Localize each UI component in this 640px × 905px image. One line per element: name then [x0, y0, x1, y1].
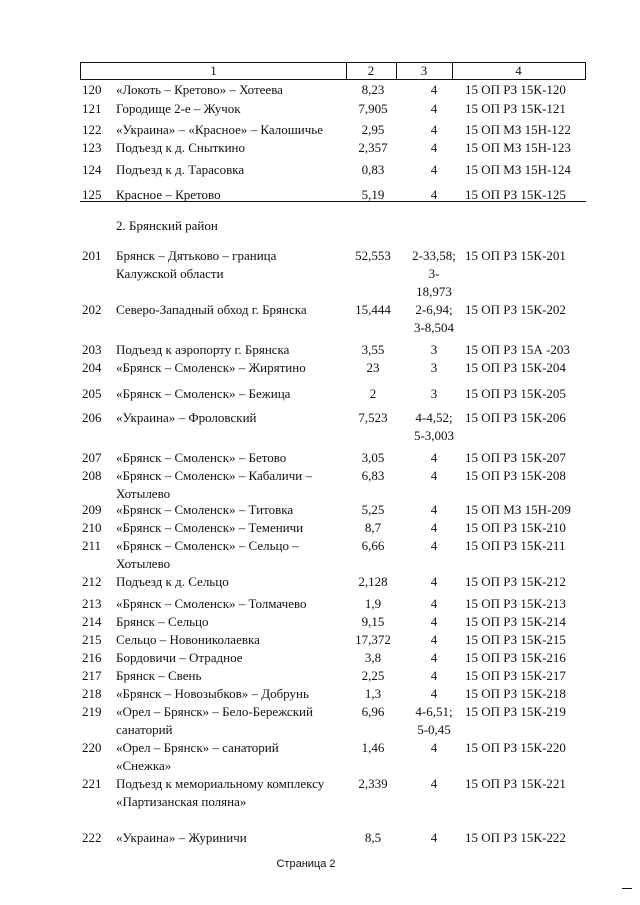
road-category-line: 4 [430, 614, 438, 629]
road-name [116, 685, 351, 703]
road-name-line: Подъезд к мемориальному комплексу [116, 776, 325, 791]
road-category [403, 739, 465, 757]
road-category-line: 4 [430, 668, 438, 683]
road-name [116, 595, 351, 613]
header-col-3: 3 [420, 63, 428, 78]
road-name-line: «Брянск – Смоленск» – Титовка [116, 502, 294, 517]
road-category [403, 341, 465, 359]
road-category [403, 247, 465, 301]
road-name-line: Хотылево [116, 556, 171, 571]
road-name [116, 161, 351, 179]
road-category [403, 573, 465, 591]
road-category [403, 501, 465, 519]
road-name-line: Брянск – Свень [116, 668, 202, 683]
row-number: 122 [82, 122, 102, 137]
road-category-line: 4 [430, 740, 438, 755]
road-name-line: «Снежка» [116, 758, 172, 773]
road-category-line: 2-6,94; [415, 302, 453, 317]
row-number: 214 [82, 614, 102, 629]
road-category-line: 4 [430, 187, 438, 202]
road-id: 15 ОП РЗ 15К-222 [465, 830, 566, 845]
road-id: 15 ОП РЗ 15К-120 [465, 82, 566, 97]
road-name-line: «Брянск – Смоленск» – Бежица [116, 386, 291, 401]
road-length: 8,5 [364, 830, 382, 845]
road-category-line: 4 [430, 520, 438, 535]
road-category [403, 685, 465, 703]
road-id: 15 ОП РЗ 15А -203 [465, 342, 570, 357]
road-name-line: «Партизанская поляна» [116, 794, 247, 809]
road-length: 5,19 [361, 187, 385, 202]
road-category-line: 3 [430, 386, 438, 401]
road-category-line: 4-4,52; [415, 410, 453, 425]
road-id: 15 ОП РЗ 15К-204 [465, 360, 566, 375]
road-name-line: Подъезд к д. Сныткино [116, 140, 245, 155]
road-name-line: «Украина» – Фроловский [116, 410, 257, 425]
road-id: 15 ОП РЗ 15К-213 [465, 596, 566, 611]
road-id: 15 ОП РЗ 15К-202 [465, 302, 566, 317]
road-category [403, 100, 465, 118]
row-number: 221 [82, 776, 102, 791]
road-category-line: 3-8,504 [413, 320, 455, 335]
road-name [116, 121, 351, 139]
road-category-line: 4 [430, 776, 438, 791]
road-length: 2 [369, 386, 377, 401]
road-id: 15 ОП РЗ 15К-221 [465, 776, 566, 791]
road-category-line: 2-33,58; [412, 248, 456, 263]
row-number: 201 [82, 248, 102, 263]
road-id: 15 ОП РЗ 15К-215 [465, 632, 566, 647]
road-name-line: Подъезд к аэропорту г. Брянска [116, 342, 290, 357]
road-name [116, 409, 351, 427]
road-category-line: 5-3,003 [413, 428, 455, 443]
road-length: 6,83 [361, 468, 385, 483]
road-category-line: 4 [430, 450, 438, 465]
table-header [80, 62, 586, 80]
road-category-line: 4 [430, 632, 438, 647]
road-length: 2,25 [361, 668, 385, 683]
road-length: 2,128 [358, 574, 388, 589]
row-number: 202 [82, 302, 102, 317]
road-category-line: 4 [430, 162, 438, 177]
road-category-line: 4 [430, 82, 438, 97]
road-length: 9,15 [361, 614, 385, 629]
row-number: 124 [82, 162, 102, 177]
road-category [403, 161, 465, 179]
road-name [116, 301, 351, 319]
row-number: 203 [82, 342, 102, 357]
road-category-line: 3 [430, 342, 438, 357]
row-number: 216 [82, 650, 102, 665]
road-name-line: «Брянск – Смоленск» – Теменичи [116, 520, 304, 535]
road-id: 15 ОП РЗ 15К-218 [465, 686, 566, 701]
row-number: 219 [82, 704, 102, 719]
row-number: 218 [82, 686, 102, 701]
road-name [116, 537, 351, 573]
road-name [116, 739, 351, 775]
road-category [403, 613, 465, 631]
road-id: 15 ОП РЗ 15К-121 [465, 101, 566, 116]
road-name-line: Брянск – Дятьково – граница [116, 248, 277, 263]
road-length: 6,66 [361, 538, 385, 553]
road-name-line: «Брянск – Смоленск» – Сельцо – [116, 538, 299, 553]
row-number: 123 [82, 140, 102, 155]
road-category-line: 4 [430, 502, 438, 517]
road-name-line: Северо-Западный обход г. Брянска [116, 302, 307, 317]
road-name [116, 100, 351, 118]
road-name [116, 81, 351, 99]
road-name-line: «Орел – Брянск» – Бело-Бережский [116, 704, 313, 719]
road-category [403, 595, 465, 613]
road-length: 1,3 [364, 686, 382, 701]
road-id: 15 ОП РЗ 15К-210 [465, 520, 566, 535]
road-category-line: 4 [430, 574, 438, 589]
row-number: 211 [82, 538, 102, 553]
road-name-line: «Украина» – Журиничи [116, 830, 247, 845]
road-category [403, 121, 465, 139]
road-name-line: Подъезд к д. Тарасовка [116, 162, 245, 177]
road-length: 7,523 [358, 410, 388, 425]
row-number: 125 [82, 187, 102, 202]
road-name [116, 501, 351, 519]
road-category-line: 3- [428, 266, 440, 281]
road-category [403, 829, 465, 847]
road-id: 15 ОП РЗ 15К-217 [465, 668, 566, 683]
road-category-line: 4 [430, 101, 438, 116]
road-id: 15 ОП РЗ 15К-125 [465, 187, 566, 202]
road-name-line: Городище 2-е – Жучок [116, 101, 241, 116]
row-number: 217 [82, 668, 102, 683]
road-category [403, 186, 465, 204]
road-name [116, 467, 351, 503]
road-category [403, 703, 465, 739]
row-number: 210 [82, 520, 102, 535]
road-id: 15 ОП РЗ 15К-216 [465, 650, 566, 665]
road-length: 23 [366, 360, 380, 375]
road-category-line: 5-0,45 [417, 722, 451, 737]
road-name [116, 139, 351, 157]
road-category [403, 631, 465, 649]
road-category-line: 18,973 [416, 284, 452, 299]
road-name-line: «Брянск – Новозыбков» – Добрунь [116, 686, 309, 701]
road-length: 2,95 [361, 122, 385, 137]
row-number: 220 [82, 740, 102, 755]
road-category-line: 4 [430, 122, 438, 137]
road-name [116, 359, 351, 377]
road-name [116, 247, 351, 283]
road-category [403, 385, 465, 403]
road-id: 15 ОП РЗ 15К-205 [465, 386, 566, 401]
road-length: 3,8 [364, 650, 382, 665]
road-length: 8,7 [364, 520, 382, 535]
road-category-line: 4 [430, 538, 438, 553]
row-number: 215 [82, 632, 102, 647]
road-length: 8,23 [361, 82, 385, 97]
row-number: 208 [82, 468, 102, 483]
road-name [116, 186, 351, 204]
road-name [116, 613, 351, 631]
road-name-line: Хотылево [116, 486, 171, 501]
road-length: 52,553 [355, 248, 391, 263]
road-category [403, 667, 465, 685]
road-category [403, 467, 465, 485]
row-number: 209 [82, 502, 102, 517]
road-id: 15 ОП РЗ 15К-211 [465, 538, 566, 553]
road-name [116, 573, 351, 591]
road-name [116, 829, 351, 847]
margin-mark [622, 888, 632, 889]
road-name [116, 631, 351, 649]
road-category [403, 301, 465, 337]
road-length: 15,444 [355, 302, 391, 317]
road-id: 15 ОП МЗ 15Н-209 [465, 502, 571, 517]
road-name-line: «Брянск – Смоленск» – Толмачево [116, 596, 307, 611]
road-category [403, 519, 465, 537]
road-id: 15 ОП РЗ 15К-208 [465, 468, 566, 483]
row-number: 207 [82, 450, 102, 465]
section-title: 2. Брянский район [116, 218, 218, 233]
road-name-line: «Украина» – «Красное» – Калошичье [116, 122, 324, 137]
road-length: 1,46 [361, 740, 385, 755]
road-category [403, 649, 465, 667]
road-category [403, 409, 465, 445]
row-number: 120 [82, 82, 102, 97]
page-footer: Страница 2 [276, 858, 336, 870]
road-category-line: 4 [430, 830, 438, 845]
road-name-line: Подъезд к д. Сельцо [116, 574, 229, 589]
header-col-4: 4 [515, 63, 522, 78]
road-category-line: 4 [430, 686, 438, 701]
road-id: 15 ОП РЗ 15К-220 [465, 740, 566, 755]
road-category-line: 4 [430, 468, 438, 483]
road-name-line: Красное – Кретово [116, 187, 221, 202]
road-category-line: 4 [430, 650, 438, 665]
road-length: 2,339 [358, 776, 388, 791]
road-name-line: «Орел – Брянск» – санаторий [116, 740, 279, 755]
road-category-line: 4 [430, 596, 438, 611]
road-name-line: «Брянск – Смоленск» – Жирятино [116, 360, 306, 375]
road-name-line: «Брянск – Смоленск» – Бетово [116, 450, 287, 465]
header-col-2: 2 [367, 63, 375, 78]
road-length: 3,05 [361, 450, 385, 465]
road-name-line: Сельцо – Новониколаевка [116, 632, 260, 647]
row-number: 205 [82, 386, 102, 401]
road-name-line: Калужской области [116, 266, 224, 281]
road-name [116, 385, 351, 403]
road-category-line: 3 [430, 360, 438, 375]
road-category [403, 359, 465, 377]
road-name [116, 649, 351, 667]
road-name-line: «Локоть – Кретово» – Хотеева [116, 82, 283, 97]
header-col-1: 1 [210, 63, 217, 78]
road-id: 15 ОП РЗ 15К-201 [465, 248, 566, 263]
road-name [116, 449, 351, 467]
road-length: 17,372 [355, 632, 391, 647]
road-length: 6,96 [361, 704, 385, 719]
road-category-line: 4 [430, 140, 438, 155]
road-name [116, 667, 351, 685]
row-number: 212 [82, 574, 102, 589]
road-category [403, 81, 465, 99]
road-name-line: «Брянск – Смоленск» – Кабаличи – [116, 468, 312, 483]
road-category [403, 537, 465, 555]
road-id: 15 ОП МЗ 15Н-122 [465, 122, 571, 137]
road-length: 0,83 [361, 162, 385, 177]
road-id: 15 ОП РЗ 15К-206 [465, 410, 566, 425]
row-number: 222 [82, 830, 102, 845]
road-id: 15 ОП МЗ 15Н-123 [465, 140, 571, 155]
road-name-line: санаторий [116, 722, 173, 737]
road-category [403, 139, 465, 157]
road-id: 15 ОП РЗ 15К-212 [465, 574, 566, 589]
road-name [116, 341, 351, 359]
road-length: 2,357 [358, 140, 388, 155]
road-name [116, 775, 351, 811]
road-length: 7,905 [358, 101, 388, 116]
road-length: 3,55 [361, 342, 385, 357]
road-id: 15 ОП МЗ 15Н-124 [465, 162, 571, 177]
road-id: 15 ОП РЗ 15К-207 [465, 450, 566, 465]
road-category [403, 449, 465, 467]
row-number: 206 [82, 410, 102, 425]
road-length: 1,9 [364, 596, 382, 611]
road-name [116, 703, 351, 739]
road-length: 5,25 [361, 502, 385, 517]
road-name [116, 519, 351, 537]
road-id: 15 ОП РЗ 15К-214 [465, 614, 566, 629]
road-category-line: 4-6,51; [415, 704, 453, 719]
road-id: 15 ОП РЗ 15К-219 [465, 704, 566, 719]
road-name-line: Брянск – Сельцо [116, 614, 209, 629]
row-number: 121 [82, 101, 102, 116]
road-category [403, 775, 465, 793]
road-name-line: Бордовичи – Отрадное [116, 650, 243, 665]
row-number: 213 [82, 596, 102, 611]
row-number: 204 [82, 360, 102, 375]
